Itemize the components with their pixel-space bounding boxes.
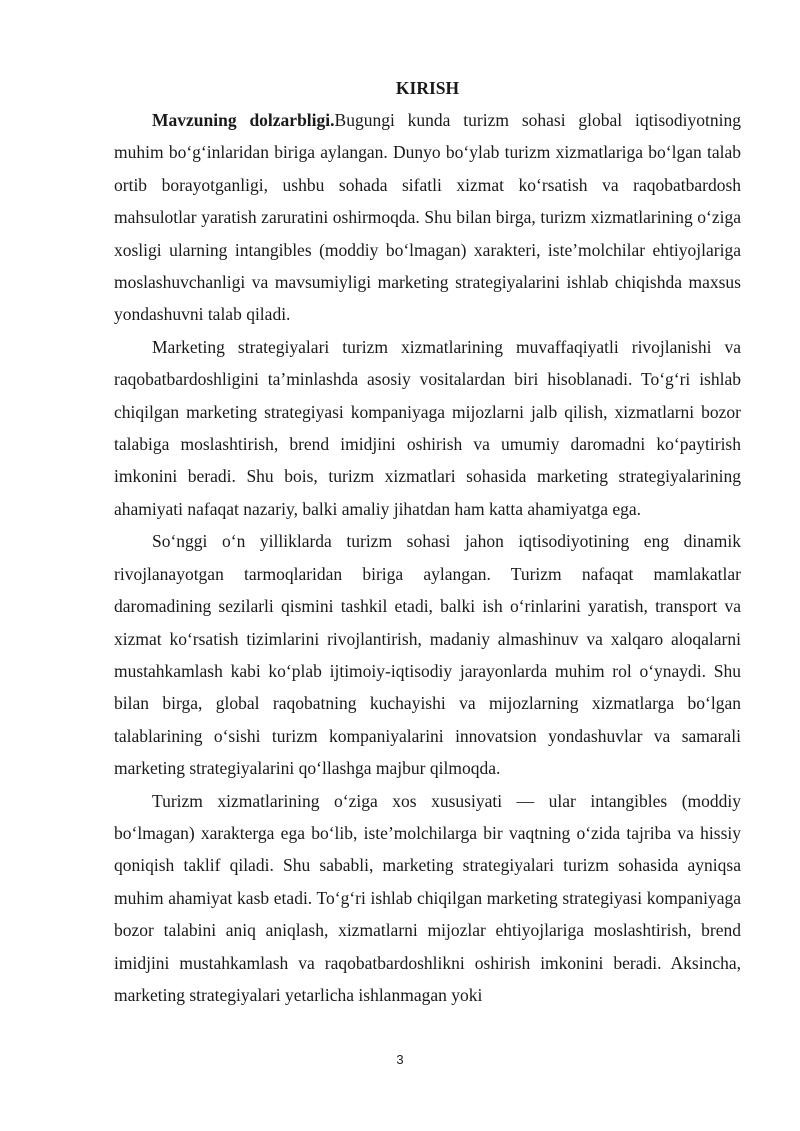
- paragraph-marketing-strategies: [114, 331, 741, 525]
- paragraph-lead: Mavzuning dolzarbligi.: [152, 110, 335, 130]
- section-title: KIRISH: [395, 78, 460, 98]
- paragraph-text: Bugungi kunda turizm sohasi global iqtisodiyotning muhim bo‘g‘inlaridan biriga aylangan. Dunyo bo‘ylab turizm xizmatlariga bo‘lgan talab ortib borayotganligi, ushbu sohada sifatli xizmat ko‘rsatish va raqobatbardosh mahsulotlar yaratish zaruratini oshirmoqda. Shu bilan birga, turizm xizmatlarining o‘ziga xosligi ularning intangibles (moddiy bo‘lmagan) xarakteri, iste’molchilar ehtiyojlariga moslashuvchanligi va mavsumiyligi marketing strategiyalarini ishlab chiqishda maxsus yondashuvni talab qiladi.: [114, 110, 741, 325]
- paragraph-intangibles: [114, 785, 741, 1012]
- paragraph-text: Turizm xizmatlarining o‘ziga xos xususiyati — ular intangibles (moddiy bo‘lmagan) xarakterga ega bo‘lib, iste’molchilarga bir vaqtning o‘zida tajriba va hissiy qoniqish taklif qiladi. Shu sababli, marketing strategiyalari turizm sohasida ayniqsa muhim ahamiyat kasb etadi. To‘g‘ri ishlab chiqilgan marketing strategiyasi kompaniyaga bozor talabini aniq aniqlash, xizmatlarni mijozlar ehtiyojlariga moslashtirish, brend imidjini mustahkamlash va raqobatbardoshlikni oshirish imkonini beradi. Aksincha, marketing strategiyalari yetarlicha ishlanmagan yoki: [114, 790, 741, 1005]
- page-number: 3: [396, 1052, 404, 1067]
- paragraph-text: Marketing strategiyalari turizm xizmatlarining muvaffaqiyatli rivojlanishi va raqobatbardoshligini ta’minlashda asosiy vositalardan biri hisoblanadi. To‘g‘ri ishlab chiqilgan marketing strategiyasi kompaniyaga mijozlarni jalb qilish, xizmatlarni bozor talabiga moslashtirish, brend imidjini oshirish va umumiy daromadni ko‘paytirish imkonini beradi. Shu bois, turizm xizmatlari sohasida marketing strategiyalarining ahamiyati nafaqat nazariy, balki amaliy jihatdan ham katta ahamiyatga ega.: [114, 336, 741, 519]
- paragraph-text: So‘nggi o‘n yilliklarda turizm sohasi jahon iqtisodiyotining eng dinamik rivojlanayotgan tarmoqlaridan biriga aylangan. Turizm nafaqat mamlakatlar daromadining sezilarli qismini tashkil etadi, balki ish o‘rinlarini yaratish, transport va xizmat ko‘rsatish tizimlarini rivojlantirish, madaniy almashinuv va xalqaro aloqalarni mustahkamlash kabi ko‘plab ijtimoiy-iqtisodiy jarayonlarda muhim rol o‘ynaydi. Shu bilan birga, global raqobatning kuchayishi va mijozlarning xizmatlarga bo‘lgan talablarining o‘sishi turizm kompaniyalarini innovatsion yondashuvlar va samarali marketing strategiyalarini qo‘llashga majbur qilmoqda.: [114, 531, 741, 779]
- page-content: [114, 72, 741, 1011]
- paragraph-relevance: [114, 104, 741, 331]
- paragraph-tourism-dynamics: [114, 525, 741, 784]
